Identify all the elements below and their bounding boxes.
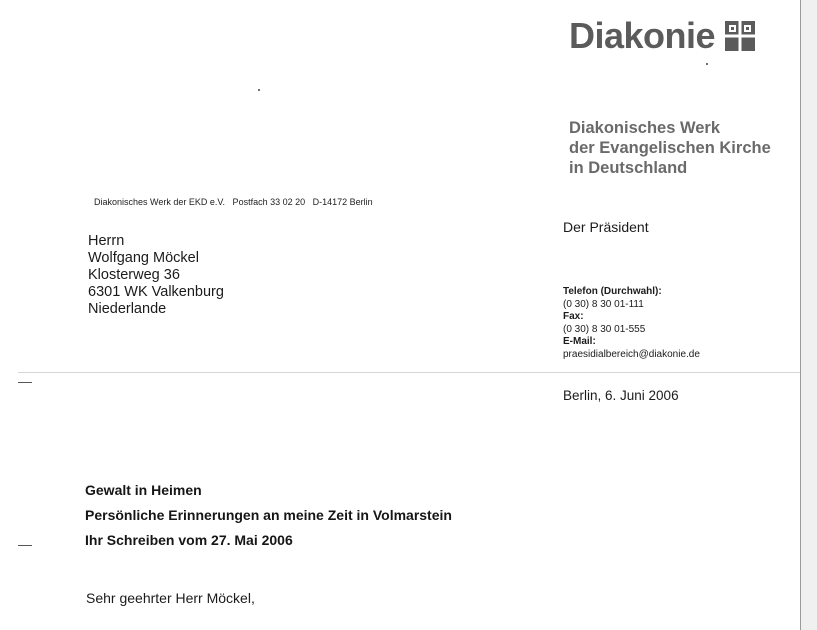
address-line: Klosterweg 36 (88, 267, 180, 283)
salutation: Sehr geehrter Herr Möckel, (86, 590, 255, 606)
address-line: 6301 WK Valkenburg (88, 284, 224, 300)
fold-mark (18, 382, 32, 383)
subject-line: Gewalt in Heimen (85, 482, 202, 498)
phone-number: (0 30) 8 30 01-111 (563, 298, 644, 310)
letter-date: Berlin, 6. Juni 2006 (563, 388, 679, 403)
organization-line: der Evangelischen Kirche (569, 139, 771, 157)
email-address: praesidialbereich@diakonie.de (563, 348, 700, 360)
logo-wordmark: Diakonie (569, 15, 716, 56)
scan-speck (258, 89, 260, 91)
subject-block (85, 478, 452, 553)
subject-line: Ihr Schreiben vom 27. Mai 2006 (85, 532, 293, 548)
email-label: E-Mail: (563, 336, 596, 347)
signatory-title: Der Präsident (563, 219, 649, 235)
organization-line: Diakonisches Werk (569, 119, 721, 137)
address-line: Niederlande (88, 301, 167, 317)
address-line: Herrn (88, 233, 125, 249)
sender-return-address: Diakonisches Werk der EKD e.V. Postfach 33 02 20 D-14172 Berlin (94, 197, 373, 207)
diakonie-cross-mark-icon (725, 21, 755, 51)
scanner-edge (800, 0, 817, 630)
diakonie-logo (569, 16, 755, 56)
phone-label: Telefon (Durchwahl): (563, 286, 662, 297)
subject-line: Persönliche Erinnerungen an meine Zeit in Volmarstein (85, 507, 452, 523)
recipient-address (88, 233, 224, 318)
fold-crease (18, 372, 802, 373)
organization-name (569, 118, 771, 178)
punch-mark (18, 545, 32, 546)
contact-block (563, 286, 700, 361)
scan-speck (706, 63, 708, 65)
fax-label: Fax: (563, 311, 584, 322)
address-line: Wolfgang Möckel (88, 250, 199, 266)
organization-line: in Deutschland (569, 159, 688, 177)
fax-number: (0 30) 8 30 01-555 (563, 323, 646, 335)
